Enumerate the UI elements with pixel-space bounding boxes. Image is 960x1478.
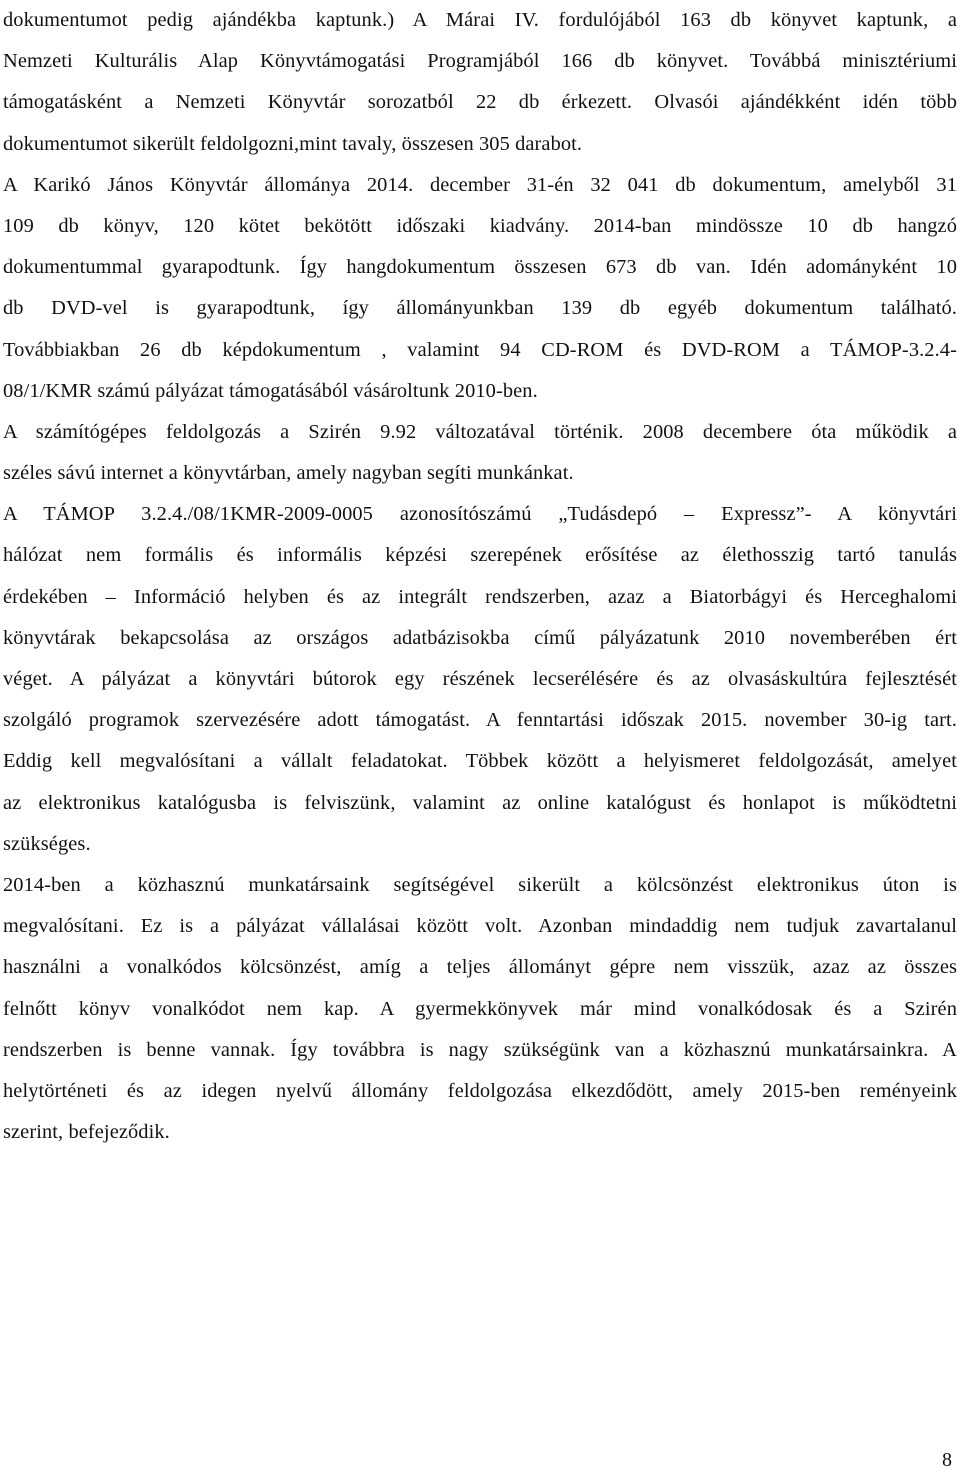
text-line: Továbbiakban 26 db képdokumentum , valamint 94 CD-ROM és DVD-ROM a TÁMOP-3.2.4- — [3, 338, 957, 361]
page-number: 8 — [942, 1449, 952, 1471]
text-line: megvalósítani. Ez is a pályázat vállalásai között volt. Azonban mindaddig nem tudjuk zavartalanul — [3, 915, 957, 938]
text-line: szerint, befejeződik. — [3, 1121, 170, 1144]
body-text — [3, 0, 957, 1153]
text-line: 2014-ben a közhasznú munkatársaink segítségével sikerült a kölcsönzést elektronikus úton is — [3, 873, 957, 896]
text-line: szolgáló programok szervezésére adott támogatást. A fenntartási időszak 2015. november 30-ig tart. — [3, 709, 957, 732]
text-line: A Karikó János Könyvtár állománya 2014. december 31-én 32 041 db dokumentum, amelyből 31 — [3, 173, 957, 196]
text-line: támogatásként a Nemzeti Könyvtár sorozatból 22 db érkezett. Olvasói ajándékként idén több — [3, 91, 957, 114]
text-line: A számítógépes feldolgozás a Szirén 9.92 változatával történik. 2008 decembere óta működik a — [3, 420, 957, 443]
text-line: dokumentumot pedig ajándékba kaptunk.) A Márai IV. fordulójából 163 db könyvet kaptunk, a — [3, 9, 957, 31]
text-line: szükséges. — [3, 832, 91, 855]
text-line: használni a vonalkódos kölcsönzést, amíg a teljes állományt gépre nem visszük, azaz az összes — [3, 956, 957, 979]
text-line: Nemzeti Kulturális Alap Könyvtámogatási Programjából 166 db könyvet. Továbbá minisztériumi — [3, 50, 957, 73]
text-line: széles sávú internet a könyvtárban, amely nagyban segíti munkánkat. — [3, 462, 574, 485]
text-line: dokumentummal gyarapodtunk. Így hangdokumentum összesen 673 db van. Idén adományként 10 — [3, 256, 957, 279]
text-line: 109 db könyv, 120 kötet bekötött időszaki kiadvány. 2014-ban mindössze 10 db hangzó — [3, 214, 957, 237]
text-line: felnőtt könyv vonalkódot nem kap. A gyermekkönyvek már mind vonalkódosak és a Szirén — [3, 997, 957, 1020]
text-line: Eddig kell megvalósítani a vállalt feladatokat. Többek között a helyismeret feldolgozását, amelyet — [3, 750, 957, 773]
text-line: véget. A pályázat a könyvtári bútorok egy részének lecserélésére és az olvasáskultúra fejlesztését — [3, 668, 957, 690]
text-line: db DVD-vel is gyarapodtunk, így állományunkban 139 db egyéb dokumentum található. — [3, 297, 957, 320]
text-line: A TÁMOP 3.2.4./08/1KMR-2009-0005 azonosítószámú „Tudásdepó – Expressz”- A könyvtári — [3, 503, 957, 526]
text-line: az elektronikus katalógusba is felviszünk, valamint az online katalógust és honlapot is működtetni — [3, 791, 957, 814]
text-line: rendszerben is benne vannak. Így továbbra is nagy szükségünk van a közhasznú munkatársainkra. A — [3, 1038, 957, 1061]
text-line: könyvtárak bekapcsolása az országos adatbázisokba című pályázatunk 2010 novemberében ért — [3, 626, 957, 649]
text-line: hálózat nem formális és informális képzési szerepének erősítése az élethosszig tartó tanulás — [3, 544, 957, 567]
text-line: 08/1/KMR számú pályázat támogatásából vásároltunk 2010-ben. — [3, 379, 538, 402]
text-line: érdekében – Információ helyben és az integrált rendszerben, azaz a Biatorbágyi és Herceghalomi — [3, 585, 957, 608]
text-line: dokumentumot sikerült feldolgozni,mint tavaly, összesen 305 darabot. — [3, 132, 583, 155]
text-line: helytörténeti és az idegen nyelvű állomány feldolgozása elkezdődött, amely 2015-ben reményeink — [3, 1079, 957, 1102]
